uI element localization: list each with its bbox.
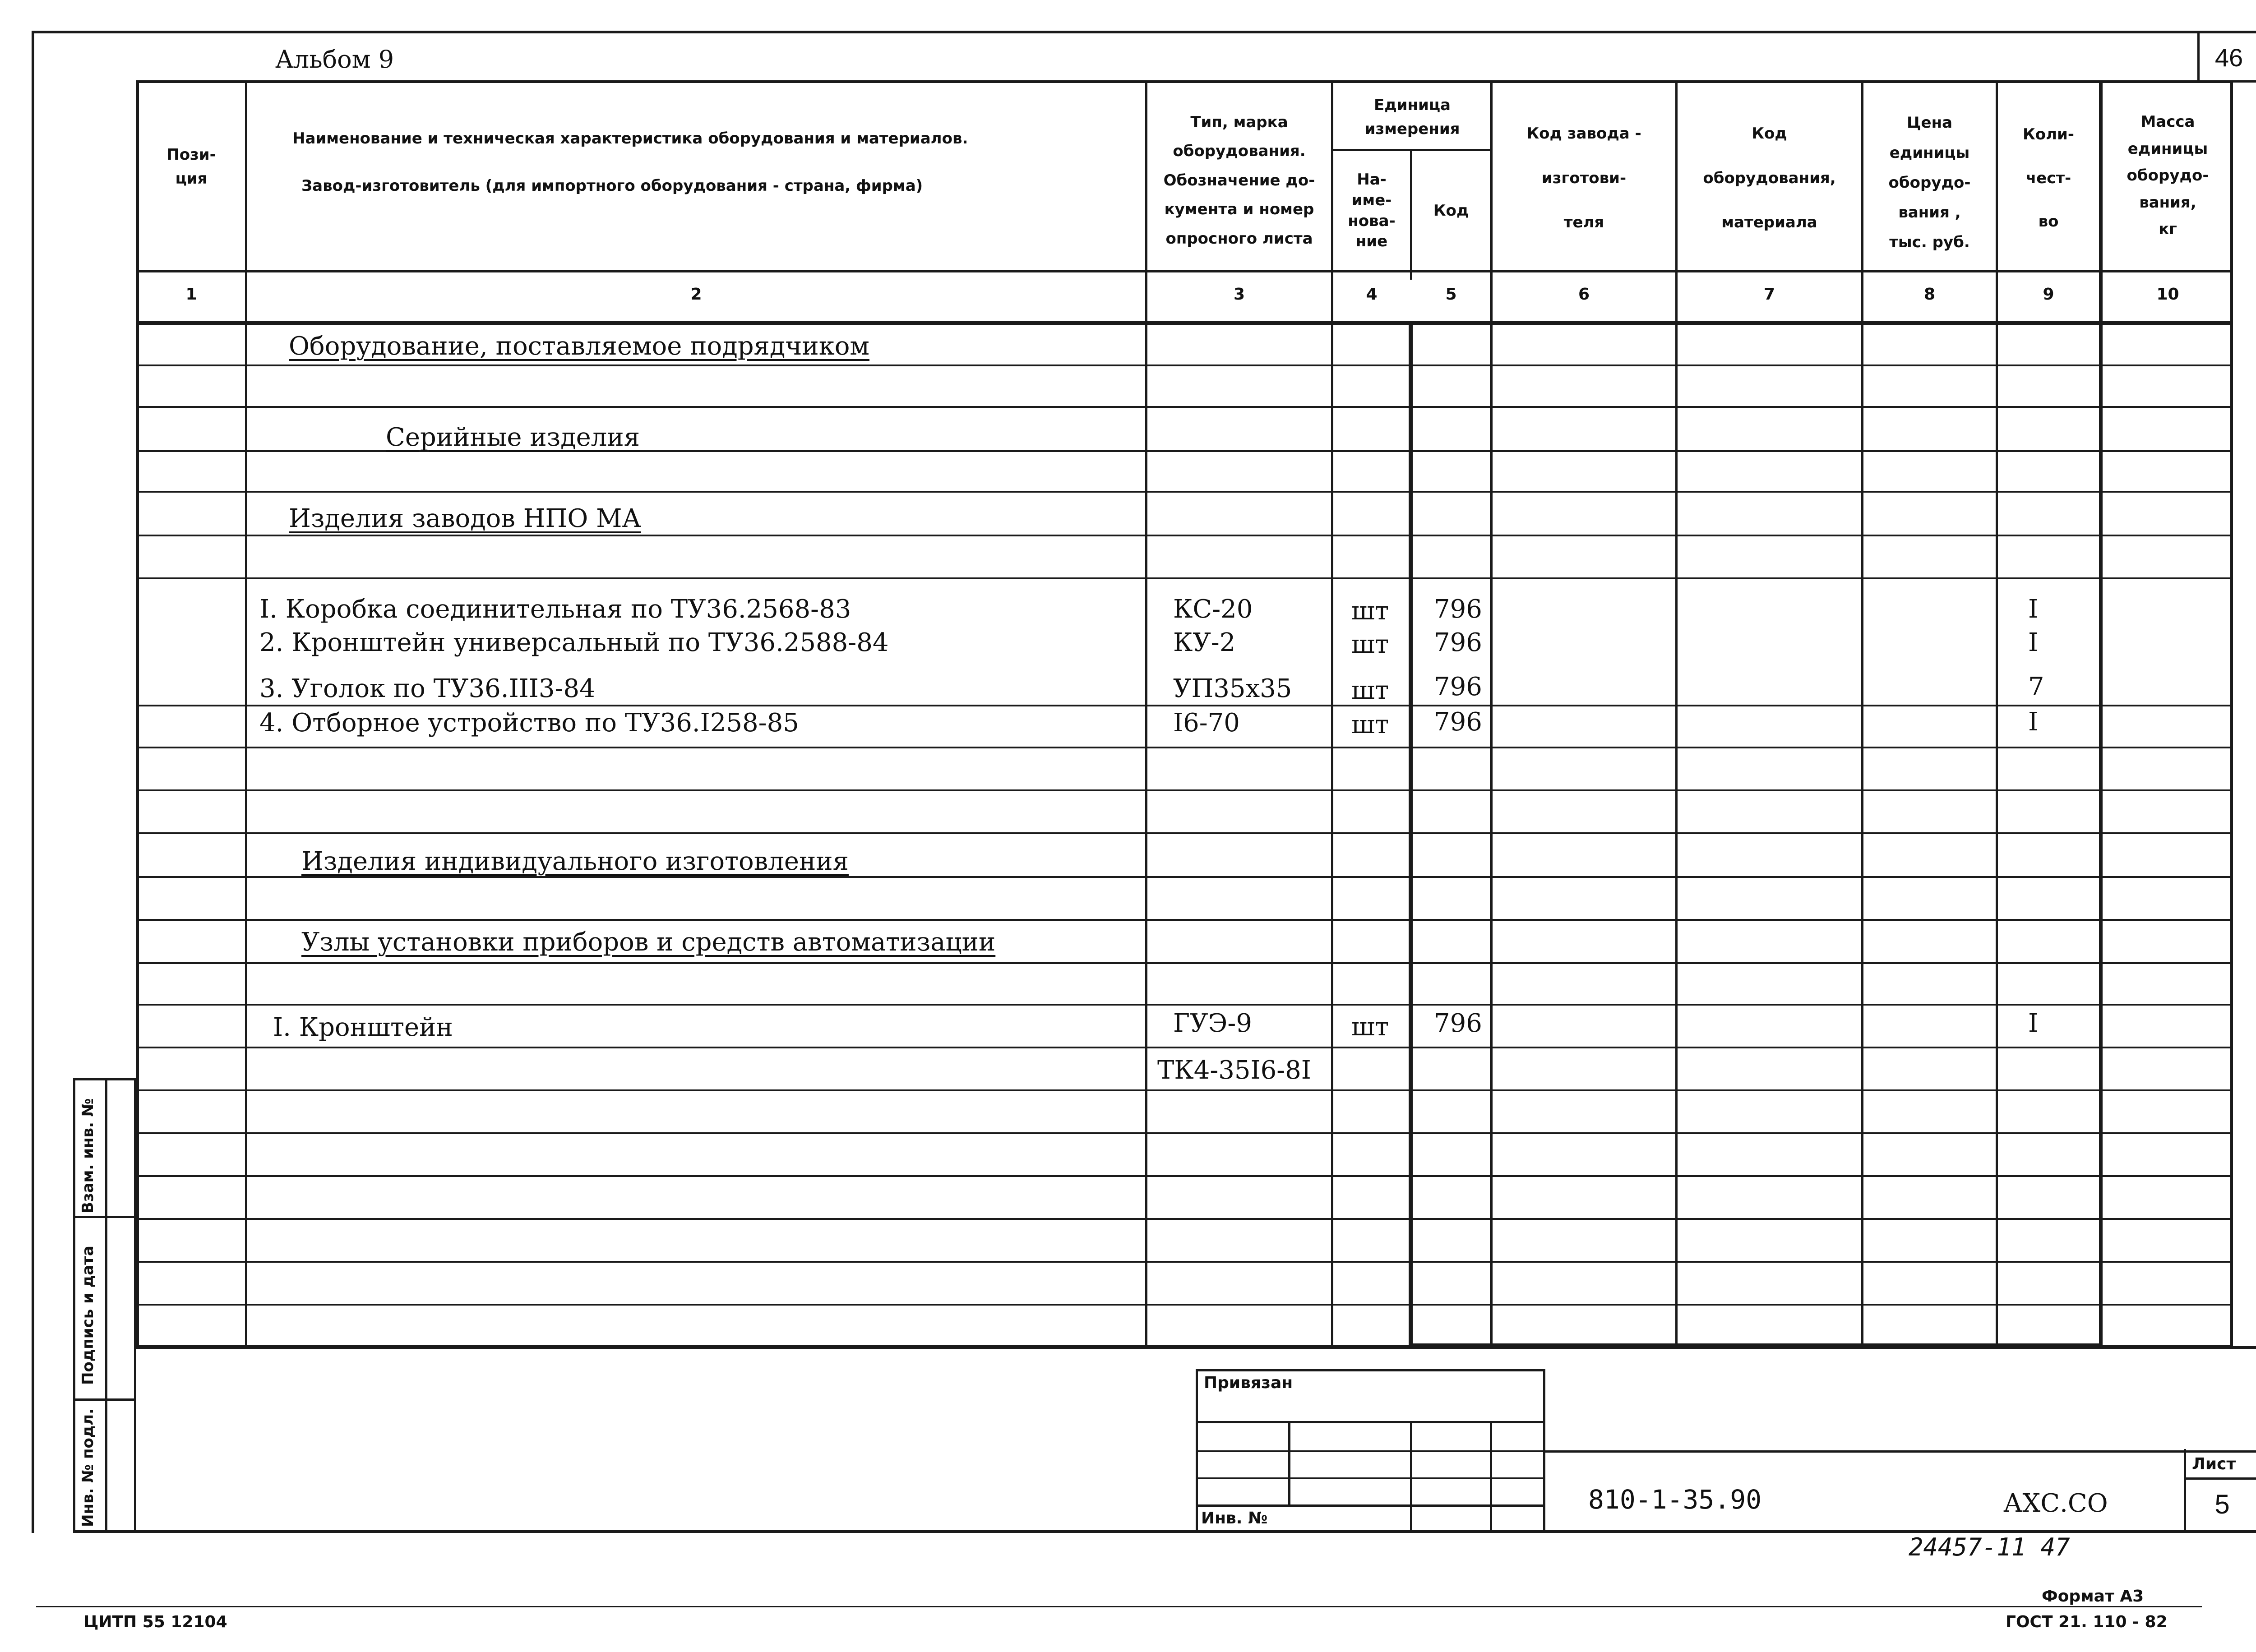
album-label: Альбом 9 [275, 45, 394, 74]
col-number: 10 [2156, 285, 2179, 304]
frame-top [32, 31, 2256, 33]
row-line [136, 1089, 2233, 1091]
row-line [136, 1304, 2233, 1306]
row-line [136, 962, 2233, 964]
stamp-line [1196, 1421, 1545, 1423]
col-number: 2 [690, 285, 702, 304]
stamp-vline [1490, 1421, 1492, 1533]
sheet-label: Лист [2192, 1455, 2236, 1473]
col3-header: Тип, марка оборудования. Обозначение до- кумента и номер опросного листа [1163, 113, 1315, 248]
unit-subheader-line [1331, 149, 1492, 151]
item-qty: I [2028, 1009, 2039, 1038]
page-number: 46 [2214, 43, 2243, 72]
sidebar-hline-2 [73, 1398, 136, 1401]
item-type: ТК4-35I6-8I [1157, 1056, 1311, 1085]
item-unit: шт [1351, 630, 1389, 659]
row-line [136, 1004, 2233, 1006]
item-code: 796 [1434, 595, 1482, 624]
item-name: 2. Кронштейн универсальный по ТУ36.2588-84 [259, 628, 889, 657]
col9-header: Коли- чест- во [2023, 125, 2074, 231]
sidebar-split [105, 1078, 107, 1533]
sidebar-vzam-label: Взам. инв. № [79, 1098, 97, 1214]
handwritten-number: 24457-11 47 [1909, 1533, 2070, 1561]
col5-header: Код [1433, 202, 1469, 220]
footer-gost: ГОСТ 21. 110 - 82 [2006, 1613, 2168, 1631]
row-line [136, 876, 2233, 878]
item-unit: шт [1351, 1012, 1389, 1042]
item-unit: шт [1351, 710, 1389, 739]
stamp-line [1196, 1477, 1545, 1479]
col-number: 5 [1445, 285, 1457, 304]
item-code: 796 [1434, 1009, 1482, 1038]
item-code: 796 [1434, 628, 1482, 657]
row-line [136, 1132, 2233, 1134]
row-line [136, 535, 2233, 536]
item-code: 796 [1434, 707, 1482, 737]
stamp-vline [1288, 1421, 1290, 1507]
stamp-line [1196, 1504, 1545, 1507]
item-type: ГУЭ-9 [1173, 1009, 1252, 1038]
col45-group-header: Единица измерения [1364, 96, 1460, 138]
sheet-number: 5 [2214, 1489, 2230, 1519]
numbers-row-line [136, 321, 2233, 325]
item-qty: I [2028, 595, 2039, 624]
row-line [136, 747, 2233, 748]
col4-header: На- име- нова- ние [1348, 170, 1396, 251]
col7-header: Код оборудования, материала [1703, 125, 1836, 232]
item-unit: шт [1351, 596, 1389, 626]
sidebar-hline-1 [73, 1216, 136, 1218]
section-heading: Изделия заводов НПО МА [289, 504, 641, 533]
sidebar-podpis-label: Подпись и дата [79, 1246, 97, 1385]
row-line [136, 1175, 2233, 1177]
stamp-vline [1410, 1421, 1412, 1533]
col-number: 4 [1366, 285, 1378, 304]
row-line [136, 577, 2233, 579]
item-qty: 7 [2028, 672, 2044, 701]
privyazan-label: Привязан [1204, 1374, 1293, 1392]
sidebar-inv-label: Инв. № подл. [79, 1408, 97, 1527]
row-line [136, 919, 2233, 921]
inv-no-label: Инв. № [1201, 1509, 1268, 1527]
item-code: 796 [1434, 672, 1482, 701]
item-qty: I [2028, 707, 2039, 737]
item-qty: I [2028, 628, 2039, 657]
item-type: УП35х35 [1173, 674, 1292, 703]
docnum-top-line [1545, 1450, 2256, 1453]
stamp-line [1196, 1450, 1545, 1452]
row-line [136, 1047, 2233, 1048]
col-number: 1 [185, 285, 197, 304]
row-line [136, 1218, 2233, 1220]
item-type: КУ-2 [1173, 628, 1236, 657]
col-number: 3 [1233, 285, 1245, 304]
title-block-top [136, 1346, 2256, 1349]
col8-header: Цена единицы оборудо- вания , тыс. руб. [1888, 114, 1971, 252]
col-number: 8 [1923, 285, 1936, 304]
doc-code: АХС.СО [2003, 1489, 2108, 1518]
row-line [136, 365, 2233, 366]
item-name: 3. Уголок по ТУ36.III3-84 [259, 674, 596, 703]
col2-header: Наименование и техническая характеристика оборудования и материалов. Завод-изготовитель (для импортного оборудования - страна, фирма) [292, 129, 968, 195]
section-heading: Серийные изделия [386, 423, 640, 452]
row-line [136, 1261, 2233, 1263]
row-line [136, 705, 2233, 706]
col-number: 7 [1763, 285, 1775, 304]
col-number: 6 [1578, 285, 1590, 304]
footer-rule [36, 1606, 2202, 1607]
item-type: КС-20 [1173, 595, 1253, 624]
col-line-4b [1409, 323, 1413, 1348]
section-heading: Оборудование, поставляемое подрядчиком [289, 332, 869, 361]
sheet-box-split [2184, 1477, 2256, 1480]
section-heading: Изделия индивидуального изготовления [301, 847, 849, 876]
row-line [136, 406, 2233, 408]
row-line [136, 491, 2233, 493]
section-heading: Узлы установки приборов и средств автоматизации [301, 928, 996, 957]
col-number: 9 [2043, 285, 2054, 304]
row-line [136, 832, 2233, 834]
item-name: I. Кронштейн [273, 1013, 453, 1042]
item-type: I6-70 [1173, 708, 1240, 738]
col6-header: Код завода - изготови- теля [1526, 125, 1641, 232]
col10-header: Масса единицы оборудо- вания, кг [2127, 113, 2209, 239]
item-name: 4. Отборное устройство по ТУ36.I258-85 [259, 708, 799, 738]
col1-header: Пози- ция [166, 146, 216, 188]
item-name: I. Коробка соединительная по ТУ36.2568-83 [259, 595, 851, 624]
footer-format: Формат А3 [2042, 1587, 2144, 1606]
doc-number: 810-1-35.90 [1588, 1484, 1762, 1515]
row-line [136, 789, 2233, 791]
item-unit: шт [1351, 676, 1389, 705]
footer-left: ЦИТП 55 12104 [83, 1613, 227, 1631]
frame-left [32, 31, 34, 1533]
